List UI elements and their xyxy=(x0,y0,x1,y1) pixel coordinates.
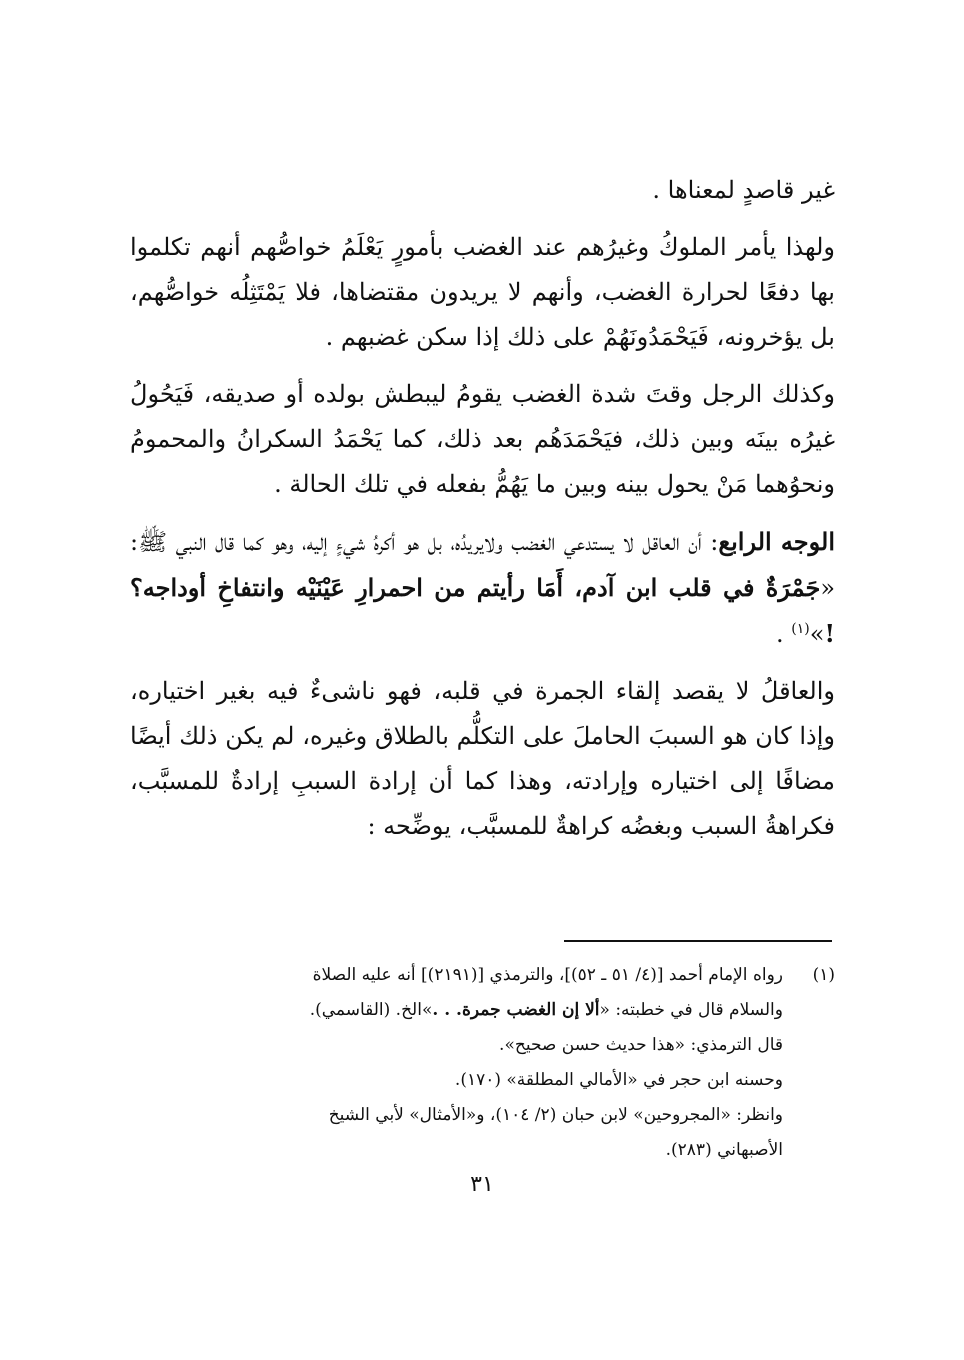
paragraph-4-end: . xyxy=(776,620,784,648)
main-text xyxy=(130,168,835,861)
footnote-1-line-6: الأصبهاني (٢٨٣). xyxy=(665,1140,783,1160)
footnote-1-line-5: وانظر: «المجروحين» لابن حبان (٢/ ١٠٤)، و«الأمثال» لأبي الشيخ xyxy=(328,1105,783,1125)
footnote-1-text-b-post: »الخ. (القاسمي). xyxy=(309,1000,433,1020)
footnote-1-line-3: قال الترمذي: «هذا حديث حسن صحيح». xyxy=(499,1035,783,1055)
paragraph-4-text: : أن العاقل لا يستدعي الغضب ولايريدُه، بل هو أكرهُ شيءٍ إليه، وهو كما قال النبي ﷺ: « xyxy=(130,528,836,602)
footnote-1-line-1 xyxy=(130,958,835,993)
paragraph-2: ولهذا يأمر الملوكُ وغيرُهم عند الغضب بأمورٍ يَعْلَمُ خواصُّهم أنهم تكلموا بها دفعًا لحرارة الغضب، وأنهم لا يريدون مقتضاها، فلا يَمْتَثِلُه خواصُّهم، بل يؤخرونه، فَيَحْمَدُونَهُمْ على ذلك إذا سكن غضبهم . xyxy=(130,233,835,351)
footnote-ref: (١) xyxy=(791,621,810,637)
hadith-quote: جَمْرَةٌ في قلب ابن آدم، أَمَا رأيتم من احمرارِ عَيْنَيْه وانتفاخِ أوداجه؟ ! xyxy=(130,573,835,648)
paragraph-5: والعاقلُ لا يقصد إلقاء الجمرة في قلبه، فهو ناشىءٌ فيه بغير اختياره، وإذا كان هو السببَ الحاملَ على التكلُّم بالطلاق وغيره، لم يكن ذلك أيضًا مضافًا إلى اختياره وإرادته، وهذا كما أن إرادة السببِ إرادةٌ للمسبَّب، فكراهةُ السبب وبغضُه كراهةٌ للمسبَّب، يوضِّحه : xyxy=(130,677,836,840)
footnotes xyxy=(130,958,835,1168)
paragraph-3: وكذلك الرجل وقتَ شدة الغضب يقومُ ليبطش بولده أو صديقه، فَيَحُولُ غيرُه بينَه وبين ذلك، فيَحْمَدَهُم بعد ذلك، كما يَحْمَدُ السكرانُ والمحمومُ ونحوُهما مَنْ يحول بينه وبين ما يَهُمُّ بفعله في تلك الحالة . xyxy=(130,380,835,498)
footnote-1-text-b-bold: ألا إن الغضب جمرة. . . xyxy=(432,1000,600,1020)
paragraph-4 xyxy=(130,519,835,657)
footnote-number: (١) xyxy=(812,965,835,985)
footnote-divider xyxy=(564,940,832,942)
footnote-1-line-4: وحسنه ابن حجر في «الأمالي المطلقة» (١٧٠). xyxy=(454,1070,783,1090)
footnote-1-line-2 xyxy=(130,993,835,1028)
section-heading: الوجه الرابع xyxy=(718,527,835,556)
footnote-1-text-a: رواه الإمام أحمد [(٤/ ٥١ ـ ٥٢)]، والترمذي [(٢١٩١)] أنه عليه الصلاة xyxy=(312,965,783,985)
page-number: ٣١ xyxy=(470,1172,494,1197)
footnote-1-text-b-pre: والسلام قال في خطبته: « xyxy=(599,1000,783,1020)
paragraph-1: غير قاصدٍ لمعناها . xyxy=(652,176,835,204)
quote-close: » xyxy=(809,620,825,648)
